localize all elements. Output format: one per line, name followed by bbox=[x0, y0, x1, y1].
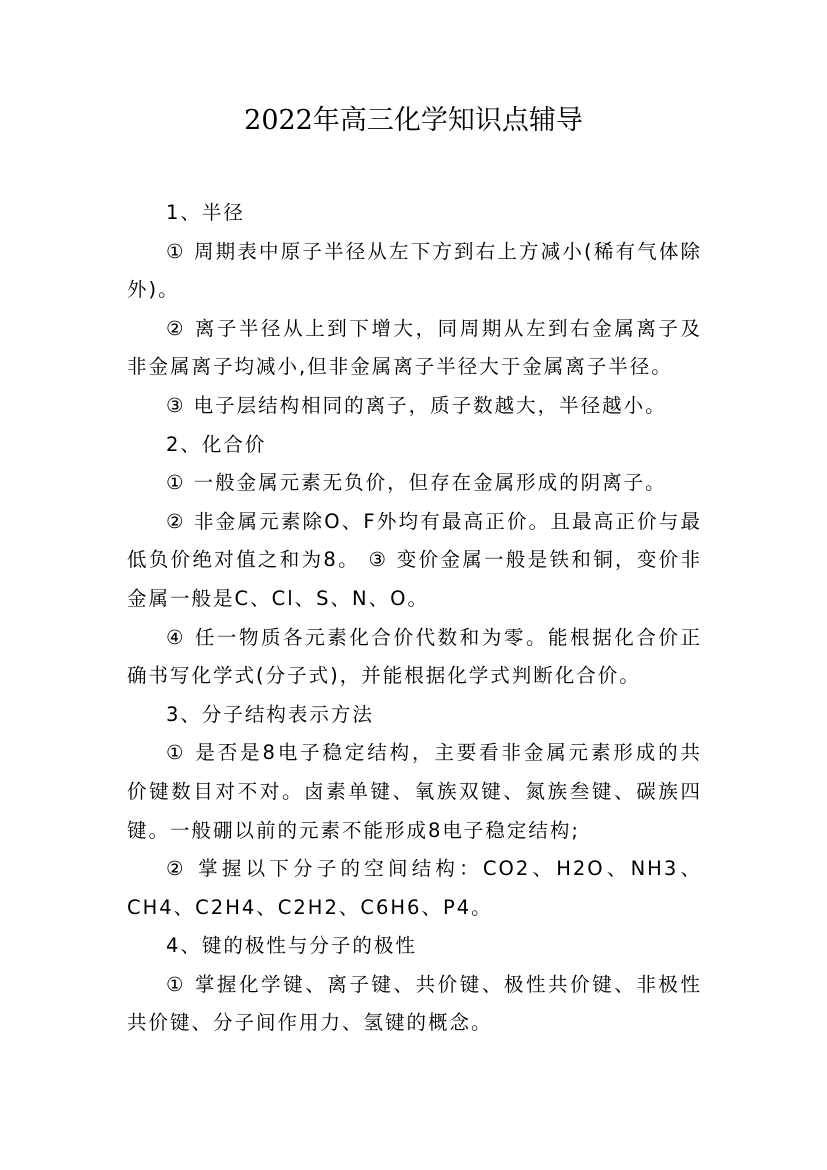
paragraph: ③ 电子层结构相同的离子，质子数越大，半径越小。 bbox=[166, 393, 667, 417]
paragraph: ① 一般金属元素无负价，但存在金属形成的阴离子。 bbox=[166, 471, 667, 495]
paragraph: ④ 任一物质各元素化合价代数和为零。能根据化合价正确书写化学式(分子式)，并能根据化学式判断化合价。 bbox=[127, 625, 702, 688]
document-body bbox=[127, 194, 702, 1043]
section-heading-bond-polarity: 4、键的极性与分子的极性 bbox=[166, 934, 417, 958]
paragraph: ① 周期表中原子半径从左下方到右上方减小(稀有气体除外)。 bbox=[127, 239, 702, 302]
section-heading-molecular-structure: 3、分子结构表示方法 bbox=[166, 702, 374, 726]
paragraph: ① 是否是8电子稳定结构，主要看非金属元素形成的共价键数目对不对。卤素单键、氧族双键、氮族叁键、碳族四键。一般硼以前的元素不能形成8电子稳定结构; bbox=[127, 741, 702, 842]
section-heading-valence: 2、化合价 bbox=[166, 432, 267, 456]
paragraph: ② 离子半径从上到下增大，同周期从左到右金属离子及非金属离子均减小,但非金属离子半径大于金属离子半径。 bbox=[127, 316, 702, 379]
paragraph: ① 掌握化学键、离子键、共价键、极性共价键、非极性共价键、分子间作用力、氢键的概念。 bbox=[127, 972, 702, 1035]
paragraph: ② 掌握以下分子的空间结构：CO2、H2O、NH3、CH4、C2H4、C2H2、C6H6、P4。 bbox=[127, 857, 702, 919]
section-heading-radius: 1、半径 bbox=[166, 201, 245, 224]
paragraph: ② 非金属元素除O、F外均有最高正价。且最高正价与最低负价绝对值之和为8。 ③ 变价金属一般是铁和铜，变价非金属一般是C、Cl、S、N、O。 bbox=[127, 509, 702, 610]
document-title: 2022年高三化学知识点辅导 bbox=[244, 105, 583, 136]
